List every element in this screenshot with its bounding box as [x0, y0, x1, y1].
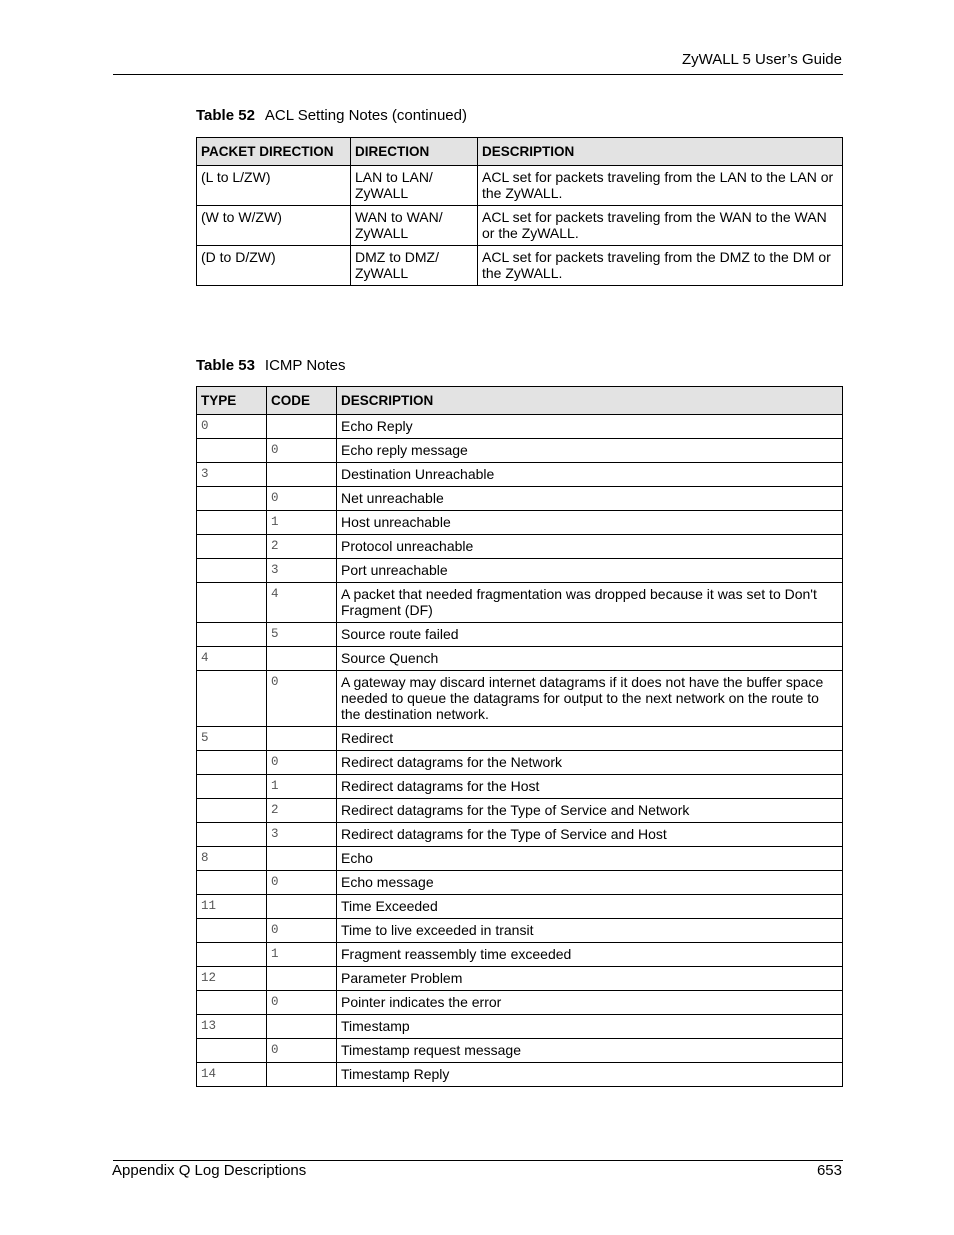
description-cell: Redirect datagrams for the Network: [337, 751, 843, 775]
table-row: [197, 246, 843, 286]
table-row: [197, 535, 843, 559]
description-cell: Pointer indicates the error: [337, 991, 843, 1015]
code-cell: 0: [267, 751, 337, 775]
type-cell: [197, 623, 267, 647]
type-cell: [197, 943, 267, 967]
table-row: [197, 511, 843, 535]
table-row: [197, 559, 843, 583]
table-row: [197, 727, 843, 751]
code-cell: 0: [267, 919, 337, 943]
description-cell: ACL set for packets traveling from the WAN to the WAN or the ZyWALL.: [478, 206, 843, 246]
type-cell: [197, 775, 267, 799]
type-cell: [197, 823, 267, 847]
type-cell: [197, 559, 267, 583]
direction-cell: LAN to LAN/ ZyWALL: [351, 166, 478, 206]
type-cell: [197, 751, 267, 775]
table-row: [197, 871, 843, 895]
type-cell: 14: [197, 1063, 267, 1087]
description-cell: Redirect: [337, 727, 843, 751]
description-cell: A packet that needed fragmentation was dropped because it was set to Don't Fragment (DF): [337, 583, 843, 623]
table-row: [197, 775, 843, 799]
code-cell: [267, 415, 337, 439]
code-cell: [267, 967, 337, 991]
description-cell: Timestamp Reply: [337, 1063, 843, 1087]
description-cell: Redirect datagrams for the Type of Service and Network: [337, 799, 843, 823]
code-cell: 4: [267, 583, 337, 623]
column-header-type: TYPE: [197, 387, 267, 415]
table-row: [197, 623, 843, 647]
type-cell: 13: [197, 1015, 267, 1039]
code-cell: [267, 727, 337, 751]
table-row: [197, 671, 843, 727]
description-cell: A gateway may discard internet datagrams if it does not have the buffer space needed to queue the datagrams for output to the next network on the route to the destination network.: [337, 671, 843, 727]
table-row: [197, 1015, 843, 1039]
description-cell: Time Exceeded: [337, 895, 843, 919]
table-row: [197, 751, 843, 775]
packet-direction-cell: (L to L/ZW): [197, 166, 351, 206]
code-cell: 2: [267, 799, 337, 823]
column-header-description: DESCRIPTION: [337, 387, 843, 415]
type-cell: 0: [197, 415, 267, 439]
table-row: [197, 1039, 843, 1063]
description-cell: Echo reply message: [337, 439, 843, 463]
column-header-packet-direction: PACKET DIRECTION: [197, 138, 351, 166]
type-cell: [197, 799, 267, 823]
code-cell: 0: [267, 439, 337, 463]
type-cell: 5: [197, 727, 267, 751]
table-row: [197, 1063, 843, 1087]
description-cell: Redirect datagrams for the Type of Service and Host: [337, 823, 843, 847]
description-cell: Time to live exceeded in transit: [337, 919, 843, 943]
code-cell: 0: [267, 487, 337, 511]
code-cell: [267, 895, 337, 919]
description-cell: Fragment reassembly time exceeded: [337, 943, 843, 967]
packet-direction-cell: (D to D/ZW): [197, 246, 351, 286]
code-cell: 2: [267, 535, 337, 559]
table-row: [197, 895, 843, 919]
type-cell: [197, 439, 267, 463]
table-row: [197, 823, 843, 847]
code-cell: [267, 847, 337, 871]
code-cell: [267, 1063, 337, 1087]
description-cell: Host unreachable: [337, 511, 843, 535]
code-cell: 3: [267, 559, 337, 583]
table-row: [197, 206, 843, 246]
description-cell: Source route failed: [337, 623, 843, 647]
type-cell: [197, 511, 267, 535]
table-row: [197, 439, 843, 463]
table-row: [197, 166, 843, 206]
table53-caption-title: ICMP Notes: [264, 357, 346, 374]
code-cell: [267, 1015, 337, 1039]
description-cell: Echo Reply: [337, 415, 843, 439]
code-cell: 0: [267, 671, 337, 727]
code-cell: 3: [267, 823, 337, 847]
description-cell: Echo message: [337, 871, 843, 895]
code-cell: 0: [267, 1039, 337, 1063]
code-cell: [267, 463, 337, 487]
table-row: [197, 415, 843, 439]
table-row: [197, 991, 843, 1015]
type-cell: [197, 1039, 267, 1063]
type-cell: 3: [197, 463, 267, 487]
description-cell: Parameter Problem: [337, 967, 843, 991]
description-cell: Timestamp request message: [337, 1039, 843, 1063]
packet-direction-cell: (W to W/ZW): [197, 206, 351, 246]
acl-setting-notes-table: [196, 137, 843, 286]
running-header-title: ZyWALL 5 User’s Guide: [681, 51, 842, 68]
code-cell: [267, 647, 337, 671]
table-row: [197, 799, 843, 823]
table-row: [197, 463, 843, 487]
icmp-notes-table: [196, 386, 843, 1087]
table-row: [197, 647, 843, 671]
direction-cell: DMZ to DMZ/ ZyWALL: [351, 246, 478, 286]
type-cell: [197, 583, 267, 623]
description-cell: Destination Unreachable: [337, 463, 843, 487]
code-cell: 1: [267, 775, 337, 799]
table-row: [197, 967, 843, 991]
code-cell: 0: [267, 871, 337, 895]
description-cell: Protocol unreachable: [337, 535, 843, 559]
description-cell: Redirect datagrams for the Host: [337, 775, 843, 799]
type-cell: [197, 535, 267, 559]
table52-caption: [196, 107, 467, 124]
description-cell: ACL set for packets traveling from the DMZ to the DM or the ZyWALL.: [478, 246, 843, 286]
type-cell: 8: [197, 847, 267, 871]
header-divider: [113, 74, 843, 75]
description-cell: Net unreachable: [337, 487, 843, 511]
column-header-description: DESCRIPTION: [478, 138, 843, 166]
code-cell: 5: [267, 623, 337, 647]
type-cell: [197, 671, 267, 727]
type-cell: 4: [197, 647, 267, 671]
footer-divider: [113, 1160, 843, 1161]
description-cell: Source Quench: [337, 647, 843, 671]
type-cell: [197, 919, 267, 943]
table-header-row: [197, 387, 843, 415]
code-cell: 0: [267, 991, 337, 1015]
column-header-code: CODE: [267, 387, 337, 415]
code-cell: 1: [267, 511, 337, 535]
description-cell: Port unreachable: [337, 559, 843, 583]
type-cell: 11: [197, 895, 267, 919]
type-cell: [197, 487, 267, 511]
table52-caption-number: Table 52: [196, 107, 255, 124]
footer-section-title: Appendix Q Log Descriptions: [112, 1162, 307, 1179]
table-row: [197, 487, 843, 511]
type-cell: [197, 991, 267, 1015]
table-row: [197, 583, 843, 623]
type-cell: [197, 871, 267, 895]
table-row: [197, 943, 843, 967]
column-header-direction: DIRECTION: [351, 138, 478, 166]
type-cell: 12: [197, 967, 267, 991]
table-row: [197, 847, 843, 871]
footer-page-number: 653: [816, 1162, 842, 1179]
direction-cell: WAN to WAN/ ZyWALL: [351, 206, 478, 246]
table53-caption-number: Table 53: [196, 357, 255, 374]
description-cell: ACL set for packets traveling from the LAN to the LAN or the ZyWALL.: [478, 166, 843, 206]
code-cell: 1: [267, 943, 337, 967]
table-header-row: [197, 138, 843, 166]
table52-caption-title: ACL Setting Notes (continued): [264, 107, 467, 124]
table-row: [197, 919, 843, 943]
description-cell: Echo: [337, 847, 843, 871]
description-cell: Timestamp: [337, 1015, 843, 1039]
table53-caption: [196, 357, 346, 374]
